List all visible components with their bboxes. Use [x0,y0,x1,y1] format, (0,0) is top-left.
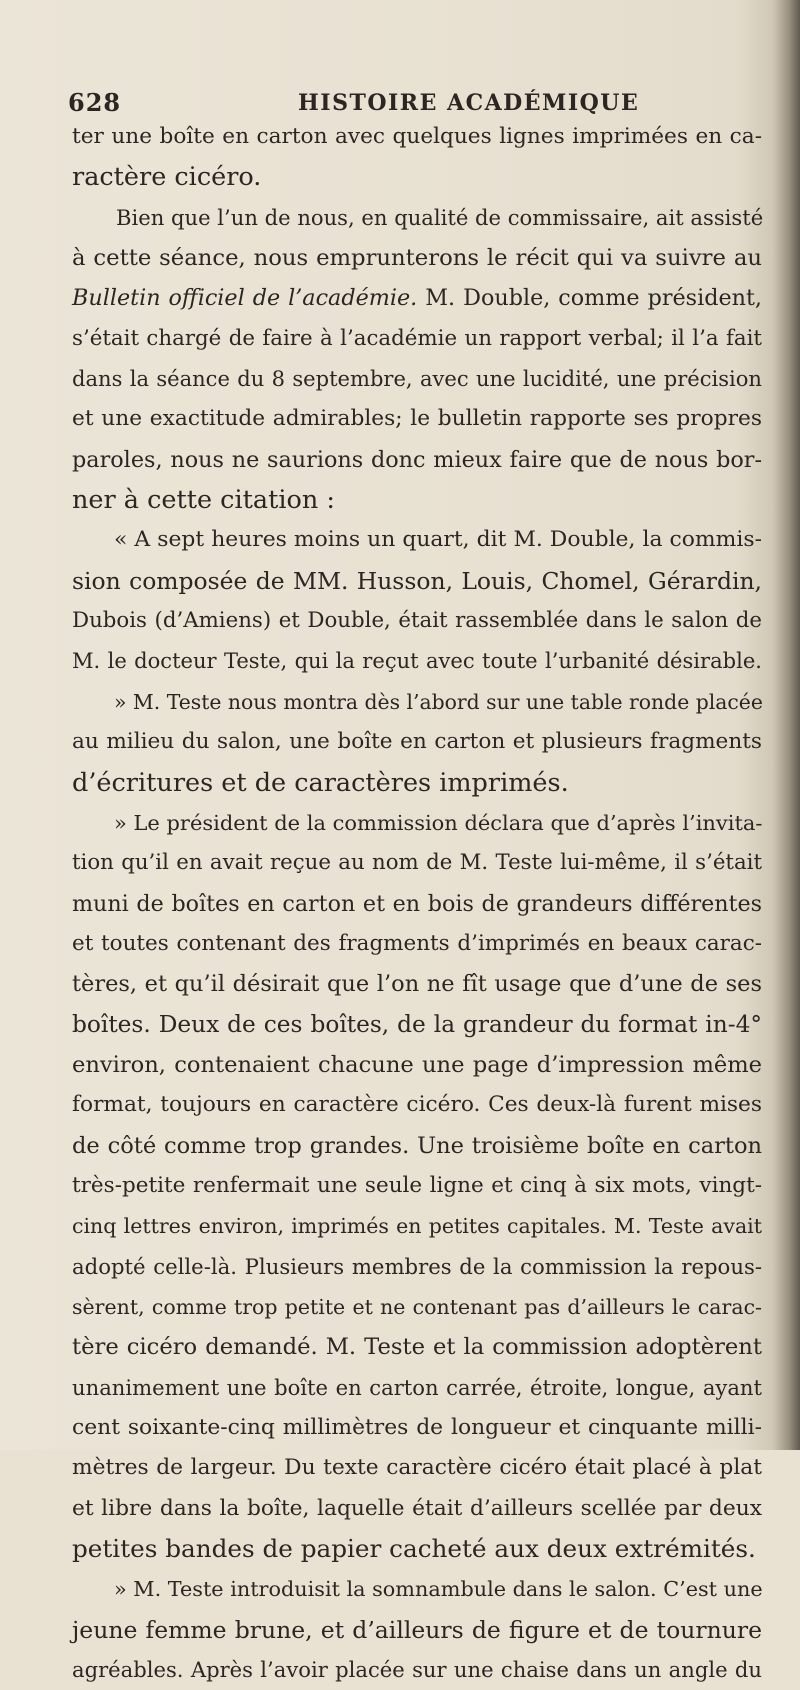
text-line: boîtes. Deux de ces boîtes, de la grandeur du format in-4° [72,1010,762,1038]
text-line: » M. Teste nous montra dès l’abord sur une table ronde placée [114,689,763,714]
text-line [72,278,762,318]
text-line: et toutes contenant des fragments d’imprimés en beaux carac- [72,930,762,956]
text-line: tère cicéro demandé. M. Teste et la commission adoptèrent [72,1334,762,1361]
text-line: de côté comme trop grandes. Une troisième boîte en carton [72,1132,762,1159]
text-line: et libre dans la boîte, laquelle était d’ailleurs scellée par deux [72,1495,762,1521]
text-line: d’écritures et de caractères imprimés. [72,767,569,798]
text-line: muni de boîtes en carton et en bois de grandeurs différentes [72,890,762,917]
text-line: ter une boîte en carton avec quelques lignes imprimées en ca- [72,124,762,149]
text-line: jeune femme brune, et d’ailleurs de figure et de tournure [72,1615,762,1644]
text-line: cinq lettres environ, imprimés en petites capitales. M. Teste avait [72,1214,762,1239]
text-line: Bien que l’un de nous, en qualité de commissaire, ait assisté [116,204,764,230]
text-line: sèrent, comme trop petite et ne contenant pas d’ailleurs le carac- [72,1294,762,1319]
text-line: ractère cicéro. [72,162,262,193]
text-line: cent soixante-cinq millimètres de longueur et cinquante milli- [72,1415,762,1440]
text-line: » M. Teste introduisit la somnambule dans le salon. C’est une [114,1577,763,1602]
text-line: tion qu’il en avait reçue au nom de M. Teste lui-même, il s’était [72,850,762,876]
text-line: M. le docteur Teste, qui la reçut avec toute l’urbanité désirable. [72,648,762,674]
text-line: à cette séance, nous emprunterons le récit qui va suivre au [72,245,762,272]
text-line: petites bandes de papier cacheté aux deux extrémités. [72,1534,756,1564]
text-line: dans la séance du 8 septembre, avec une lucidité, une précision [72,366,762,392]
text-line: environ, contenaient chacune une page d’impression même [72,1051,762,1078]
text-line: adopté celle-là. Plusieurs membres de la commission la repous- [72,1253,762,1279]
text-line: Dubois (d’Amiens) et Double, était rassemblée dans le salon de [72,608,762,634]
running-title: HISTOIRE ACADÉMIQUE [298,90,640,116]
text-line: très-petite renfermait une seule ligne et cinq à six mots, vingt- [72,1172,762,1198]
text-line: ner à cette citation : [72,485,335,516]
text-line-rest: M. Double, comme président, [417,285,762,312]
text-line: » Le président de la commission déclara que d’après l’invita- [114,810,763,835]
bulletin-title: Bulletin officiel de l’académie. [72,285,418,312]
page-header [68,88,748,118]
page-number: 628 [68,88,122,117]
page-edge-shadow [772,0,800,1450]
text-line: paroles, nous ne saurions donc mieux faire que de nous bor- [72,446,762,473]
text-line: tères, et qu’il désirait que l’on ne fît usage que d’une de ses [72,971,762,998]
text-line: unanimement une boîte en carton carrée, étroite, longue, ayant [72,1374,762,1400]
text-line: sion composée de MM. Husson, Louis, Chomel, Gérardin, [72,566,762,595]
text-line: mètres de largeur. Du texte caractère cicéro était placé à plat [72,1455,762,1481]
text-line: « A sept heures moins un quart, dit M. Double, la commis- [114,527,762,553]
body-text [72,117,762,1690]
text-line: agréables. Après l’avoir placée sur une chaise dans un angle du [72,1657,762,1683]
text-line: format, toujours en caractère cicéro. Ces deux-là furent mises [72,1092,762,1118]
text-line: au milieu du salon, une boîte en carton et plusieurs fragments [72,729,762,755]
text-line: et une exactitude admirables; le bulletin rapporte ses propres [72,406,762,432]
text-line: s’était chargé de faire à l’académie un rapport verbal; il l’a fait [72,325,762,351]
